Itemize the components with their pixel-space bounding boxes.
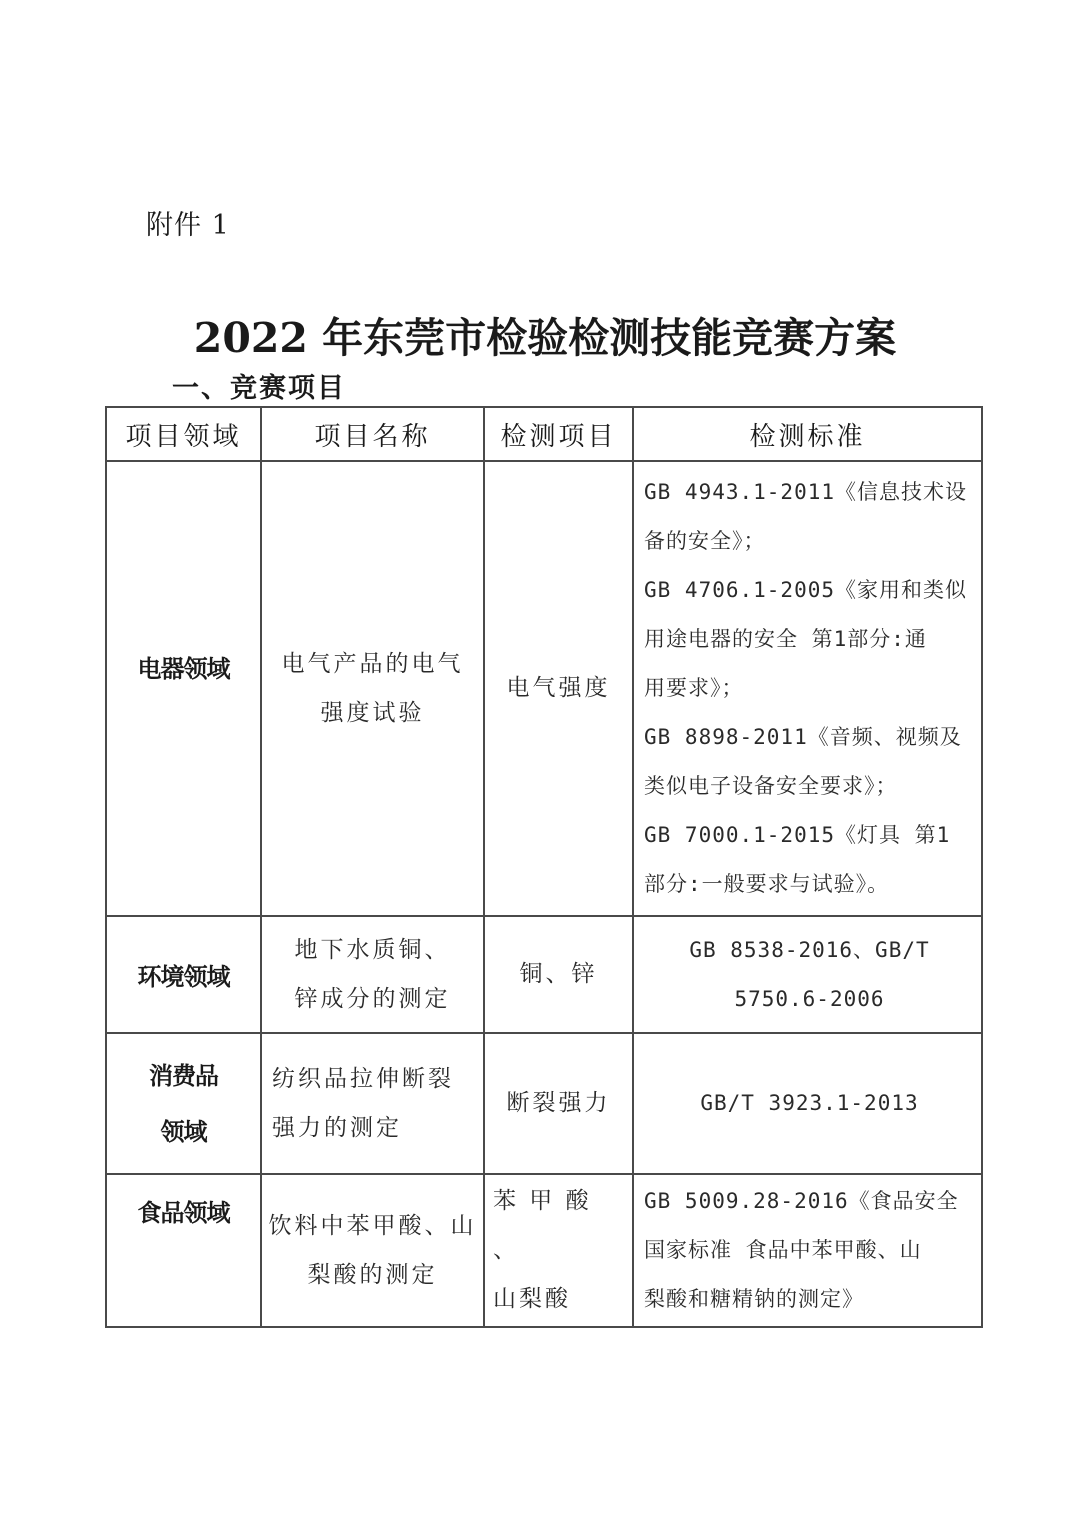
standard-line: GB 8538-2016、GB/T [689, 937, 930, 962]
name-line: 电气产品的电气 [281, 650, 464, 677]
domain-label-line: 领域 [160, 1117, 207, 1146]
table-row [106, 1174, 982, 1327]
test-standard-cell [633, 916, 982, 1033]
name-line: 纺织品拉伸断裂 [272, 1065, 454, 1092]
standard-line: 用途电器的安全 第1部分:通 [644, 627, 927, 651]
competition-items-table [105, 406, 983, 1328]
standard-line: GB 7000.1-2015《灯具 第1 [644, 823, 951, 847]
test-item: 断裂强力 [506, 1090, 611, 1116]
standard-line: GB/T 3923.1-2013 [700, 1091, 919, 1115]
domain-cell [106, 916, 261, 1033]
standard-line: GB 4706.1-2005《家用和类似 [644, 578, 968, 602]
standard-line: 类似电子设备安全要求》； [644, 774, 898, 798]
project-name-cell [261, 916, 484, 1033]
test-item-line: 山梨酸 [493, 1286, 571, 1312]
table-row [106, 1033, 982, 1174]
name-line: 强力的测定 [272, 1114, 402, 1141]
section-heading: 一、竞赛项目 [172, 373, 346, 404]
test-item-line: 苯 甲 酸 、 [493, 1188, 592, 1263]
standard-line: 用要求》； [644, 676, 744, 700]
project-name-cell [261, 461, 484, 916]
standard-line: GB 5009.28-2016《食品安全 [644, 1189, 959, 1213]
test-item-cell [484, 1174, 633, 1327]
domain-label: 食品领域 [137, 1199, 230, 1227]
header-domain: 项目领域 [106, 407, 261, 461]
test-item-cell [484, 916, 633, 1033]
domain-label: 环境领域 [137, 963, 230, 991]
header-project-name: 项目名称 [261, 407, 484, 461]
standard-line: 备的安全》； [644, 529, 766, 553]
name-line: 锌成分的测定 [294, 985, 451, 1012]
test-standard-cell [633, 1033, 982, 1174]
standard-line: 梨酸和糖精钠的测定》 [644, 1287, 864, 1311]
page-title: 2022 年东莞市检验检测技能竞赛方案 [193, 314, 897, 362]
domain-cell [106, 461, 261, 916]
standard-line: 部分:一般要求与试验》。 [644, 872, 890, 896]
project-name-cell [261, 1033, 484, 1174]
standard-line: 国家标准 食品中苯甲酸、山 [644, 1238, 922, 1262]
test-item: 电气强度 [506, 675, 611, 701]
standard-line: 5750.6-2006 [734, 986, 885, 1011]
test-item: 铜、锌 [519, 961, 598, 987]
name-line: 梨酸的测定 [307, 1261, 438, 1288]
test-standard-cell [633, 461, 982, 916]
test-item-cell [484, 461, 633, 916]
name-line: 地下水质铜、 [294, 936, 451, 963]
table-row [106, 916, 982, 1033]
test-item-cell [484, 1033, 633, 1174]
test-standard-cell [633, 1174, 982, 1327]
domain-label: 电器领域 [137, 655, 230, 683]
domain-cell [106, 1174, 261, 1327]
project-name-cell [261, 1174, 484, 1327]
header-test-standard: 检测标准 [633, 407, 982, 461]
standard-line: GB 8898-2011《音频、视频及 [644, 725, 962, 749]
attachment-label: 附件 1 [146, 210, 230, 241]
standard-line: GB 4943.1-2011《信息技术设 [644, 480, 968, 504]
domain-cell [106, 1033, 261, 1174]
domain-label-line: 消费品 [149, 1061, 218, 1090]
table-header-row [106, 407, 982, 461]
name-line: 强度试验 [320, 699, 425, 726]
name-line: 饮料中苯甲酸、山 [268, 1212, 477, 1239]
table-row [106, 461, 982, 916]
header-test-item: 检测项目 [484, 407, 633, 461]
